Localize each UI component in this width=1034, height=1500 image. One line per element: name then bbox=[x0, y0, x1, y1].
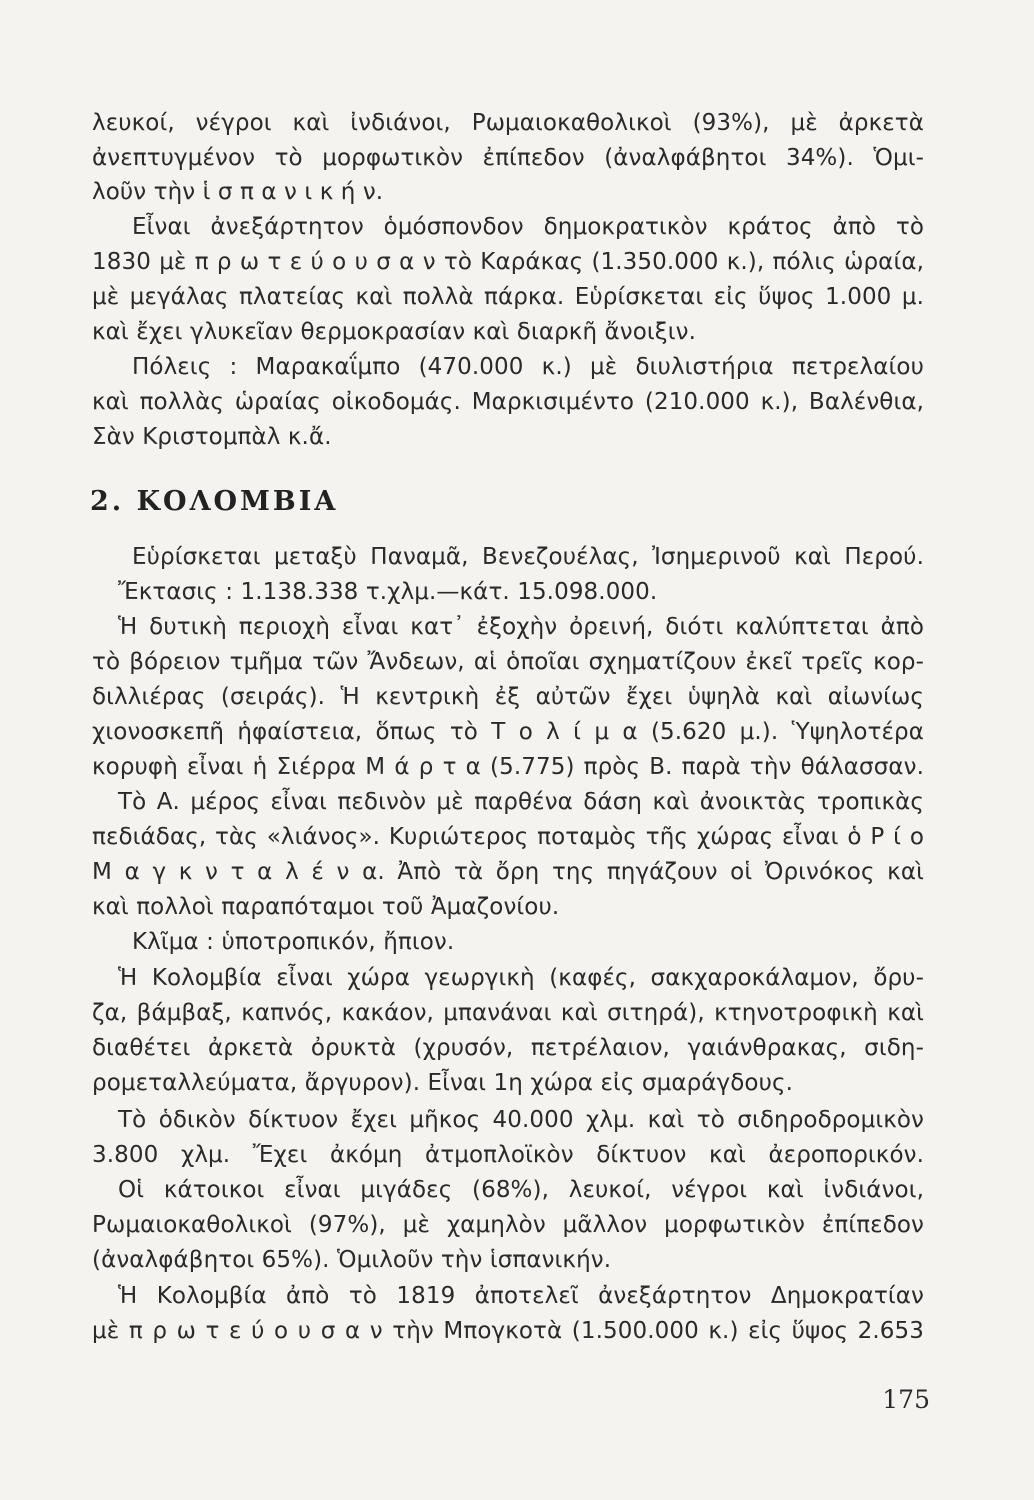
text-line: Ἔκτασις : 1.138.338 τ.χλμ.—κάτ. 15.098.000. bbox=[118, 579, 658, 605]
text-line: τὸ βόρειον τμῆμα τῶν Ἄνδεων, αἱ ὁποῖαι σχηματίζουν ἐκεῖ τρεῖς κορ- bbox=[92, 649, 924, 675]
text-line: λευκοί, νέγροι καὶ ἰνδιάνοι, Ρωμαιοκαθολικοὶ (93%), μὲ ἀρκετὰ bbox=[92, 110, 924, 136]
text-line: Ἡ δυτικὴ περιοχὴ εἶναι κατ᾽ ἐξοχὴν ὀρεινή, διότι καλύπτεται ἀπὸ bbox=[118, 614, 924, 640]
text-line: μὲ π ρ ω τ ε ύ ο υ σ α ν τὴν Μπογκοτὰ (1.500.000 κ.) εἰς ὕψος 2.653 bbox=[92, 1318, 924, 1344]
text-line: ζα, βάμβαξ, καπνός, κακάον, μπανάναι καὶ σιτηρά), κτηνοτροφικὴ καὶ bbox=[92, 1000, 924, 1026]
text-line: Ρωμαιοκαθολικοὶ (97%), μὲ χαμηλὸν μᾶλλον μορφωτικὸν ἐπίπεδον bbox=[92, 1212, 924, 1238]
section-heading: 2. ΚΟΛΟΜΒΙΑ bbox=[90, 486, 339, 517]
text-line: καὶ πολλοὶ παραπόταμοι τοῦ Ἀμαζονίου. bbox=[92, 894, 560, 920]
text-line: λοῦν τὴν ἱ σ π α ν ι κ ή ν. bbox=[92, 179, 384, 205]
text-line: 1830 μὲ π ρ ω τ ε ύ ο υ σ α ν τὸ Καράκας (1.350.000 κ.), πόλις ὡραία, bbox=[92, 249, 924, 275]
text-line: μὲ μεγάλας πλατείας καὶ πολλὰ πάρκα. Εὑρίσκεται εἰς ὕψος 1.000 μ. bbox=[92, 284, 924, 310]
text-line: ρομεταλλεύματα, ἄργυρον). Εἶναι 1η χώρα εἰς σμαράγδους. bbox=[92, 1070, 794, 1096]
text-line: Οἱ κάτοικοι εἶναι μιγάδες (68%), λευκοί, νέγροι καὶ ἰνδιάνοι, bbox=[118, 1177, 924, 1203]
text-line: πεδιάδας, τὰς «λιάνος». Κυριώτερος ποταμὸς τῆς χώρας εἶναι ὁ Ρ ί ο bbox=[92, 824, 924, 850]
text-line: ἀνεπτυγμένον τὸ μορφωτικὸν ἐπίπεδον (ἀναλφάβητοι 34%). Ὁμι- bbox=[92, 145, 924, 171]
text-line: Εὑρίσκεται μεταξὺ Παναμᾶ, Βενεζουέλας, Ἰσημερινοῦ καὶ Περού. bbox=[132, 544, 924, 570]
text-line: καὶ ἔχει γλυκεῖαν θερμοκρασίαν καὶ διαρκῆ ἄνοιξιν. bbox=[92, 319, 696, 345]
text-line: Ἡ Κολομβία εἶναι χώρα γεωργικὴ (καφές, σακχαροκάλαμον, ὄρυ- bbox=[118, 965, 924, 991]
page-number: 175 bbox=[882, 1385, 930, 1414]
text-line: καὶ πολλὰς ὡραίας οἰκοδομάς. Μαρκισιμέντο (210.000 κ.), Βαλένθια, bbox=[92, 389, 924, 415]
text-line: χιονοσκεπῆ ἡφαίστεια, ὅπως τὸ Τ ο λ ί μ α (5.620 μ.). Ὑψηλοτέρα bbox=[92, 719, 924, 745]
text-line: κορυφὴ εἶναι ἡ Σιέρρα Μ ά ρ τ α (5.775) πρὸς Β. παρὰ τὴν θάλασσαν. bbox=[92, 754, 924, 780]
text-line: Μ α γ κ ν τ α λ έ ν α. Ἀπὸ τὰ ὄρη της πηγάζουν οἱ Ὀρινόκος καὶ bbox=[92, 859, 924, 885]
text-line: 3.800 χλμ. Ἔχει ἀκόμη ἀτμοπλοϊκὸν δίκτυον καὶ ἀεροπορικόν. bbox=[92, 1142, 924, 1168]
text-line: διλλιέρας (σειράς). Ἡ κεντρικὴ ἐξ αὐτῶν ἔχει ὑψηλὰ καὶ αἰωνίως bbox=[92, 684, 924, 710]
text-line: Ἡ Κολομβία ἀπὸ τὸ 1819 ἀποτελεῖ ἀνεξάρτητον Δημοκρατίαν bbox=[118, 1283, 924, 1309]
text-line: Εἶναι ἀνεξάρτητον ὁμόσπονδον δημοκρατικὸν κράτος ἀπὸ τὸ bbox=[132, 214, 924, 240]
text-line: Τὸ ὁδικὸν δίκτυον ἔχει μῆκος 40.000 χλμ. καὶ τὸ σιδηροδρομικὸν bbox=[118, 1107, 924, 1133]
text-line: Κλῖμα : ὑποτροπικόν, ἤπιον. bbox=[132, 929, 455, 955]
text-line: διαθέτει ἀρκετὰ ὀρυκτὰ (χρυσόν, πετρέλαιον, γαιάνθρακας, σιδη- bbox=[92, 1035, 924, 1061]
text-line: Τὸ Α. μέρος εἶναι πεδινὸν μὲ παρθένα δάση καὶ ἀνοικτὰς τροπικὰς bbox=[118, 789, 924, 815]
text-line: Πόλεις : Μαρακαΐμπο (470.000 κ.) μὲ διυλιστήρια πετρελαίου bbox=[132, 354, 924, 380]
text-line: Σὰν Κριστομπὰλ κ.ἄ. bbox=[92, 424, 332, 450]
text-line: (ἀναλφάβητοι 65%). Ὁμιλοῦν τὴν ἱσπανικήν. bbox=[92, 1247, 612, 1273]
